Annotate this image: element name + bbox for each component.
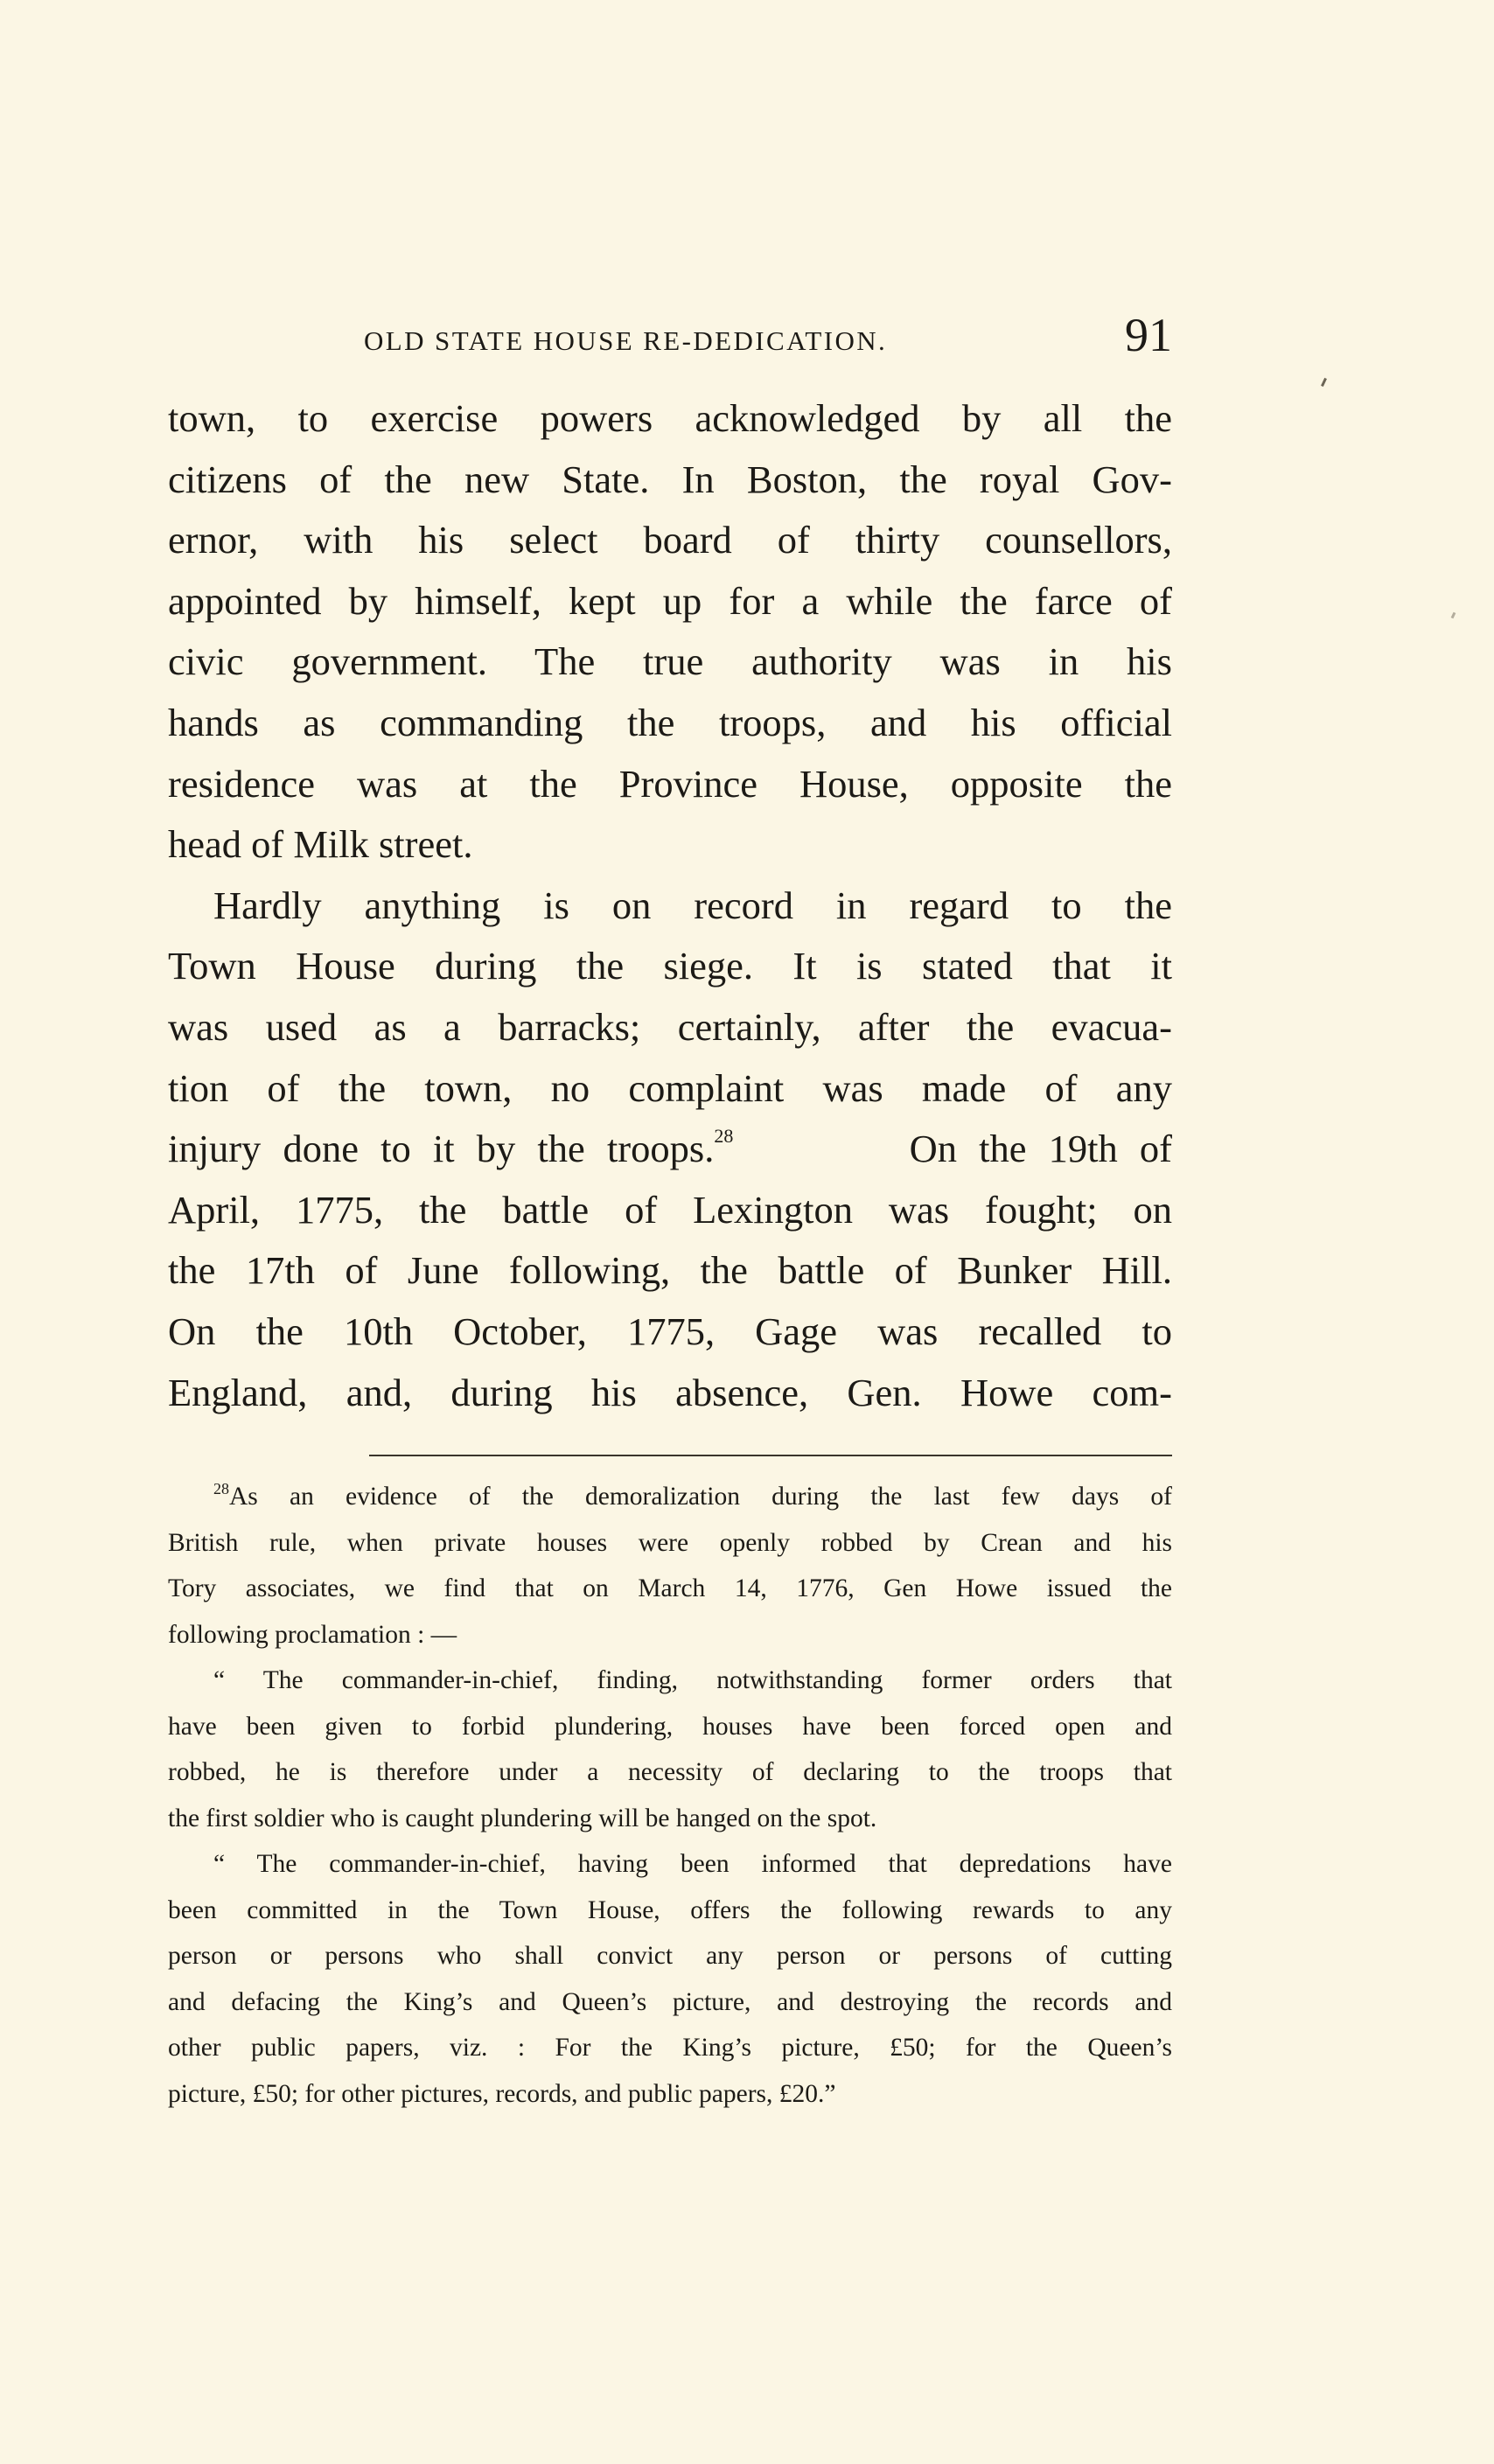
body-line: England, and, during his absence, Gen. Howe com- xyxy=(168,1370,1172,1414)
running-head xyxy=(168,306,1172,376)
paper-speck xyxy=(1451,612,1456,619)
body-line: ernor, with his select board of thirty counsellors, xyxy=(168,518,1172,562)
footnote-line: following proclamation : — xyxy=(168,1620,457,1649)
body-text xyxy=(168,388,1172,1423)
footnote-line: person or persons who shall convict any person or persons of cutting xyxy=(168,1942,1172,1970)
body-line: the 17th of June following, the battle of Bunker Hill. xyxy=(168,1248,1172,1293)
book-page xyxy=(168,306,1172,2108)
body-line: April, 1775, the battle of Lexington was fought; on xyxy=(168,1187,1172,1232)
body-line: Hardly anything is on record in regard to the xyxy=(213,883,1172,927)
footnote-line: “ The commander-in-chief, having been informed that depredations have xyxy=(213,1850,1172,1878)
footnote-marker: 28 xyxy=(213,1480,229,1497)
footnote-line: and defacing the King’s and Queen’s picture, and destroying the records and xyxy=(168,1987,1172,2016)
footnote-line: “ The commander-in-chief, finding, notwithstanding former orders that xyxy=(213,1666,1172,1694)
body-line: hands as commanding the troops, and his official xyxy=(168,700,1172,744)
paper-speck xyxy=(1321,378,1327,387)
body-line: Town House during the siege. It is stated that it xyxy=(168,944,1172,988)
body-line: tion of the town, no complaint was made of any xyxy=(168,1065,1172,1110)
footnote-line: been committed in the Town House, offers the following rewards to any xyxy=(168,1895,1172,1924)
body-line-text: On the 19th of xyxy=(909,1127,1172,1171)
footnote-line-text: As an evidence of the demoralization during the last few days of xyxy=(229,1483,1172,1511)
body-line-with-footnote-ref xyxy=(168,1119,1172,1180)
body-line: town, to exercise powers acknowledged by all the xyxy=(168,396,1172,440)
footnote-line: British rule, when private houses were openly robbed by Crean and his xyxy=(168,1528,1172,1557)
body-line: appointed by himself, kept up for a while the farce of xyxy=(168,578,1172,623)
footnote-line: other public papers, viz. : For the King’s picture, £50; for the Queen’s xyxy=(168,2034,1172,2062)
footnote-reference[interactable]: 28 xyxy=(714,1125,734,1148)
body-line: was used as a barracks; certainly, after the evacua- xyxy=(168,1004,1172,1049)
body-line: residence was at the Province House, opposite the xyxy=(168,761,1172,806)
footnote-line xyxy=(168,1474,1172,1520)
body-line: head of Milk street. xyxy=(168,822,473,867)
footnote-line: have been given to forbid plundering, houses have been forced open and xyxy=(168,1712,1172,1741)
body-line: citizens of the new State. In Boston, the royal Gov- xyxy=(168,457,1172,501)
footnote-line: robbed, he is therefore under a necessity of declaring to the troops that xyxy=(168,1758,1172,1786)
body-line-text: injury done to it by the troops. xyxy=(168,1127,715,1171)
footnote-line: Tory associates, we find that on March 14, 1776, Gen Howe issued the xyxy=(168,1574,1172,1602)
footnote-line: picture, £50; for other pictures, records, and public papers, £20.” xyxy=(168,2079,836,2108)
page-number: 91 xyxy=(1125,309,1172,361)
body-line: civic government. The true authority was in his xyxy=(168,639,1172,684)
body-line: On the 10th October, 1775, Gage was recalled to xyxy=(168,1309,1172,1353)
footnote-line: the first soldier who is caught plundering will be hanged on the spot. xyxy=(168,1804,877,1832)
running-title: OLD STATE HOUSE RE-DEDICATION. xyxy=(364,325,888,356)
footnotes xyxy=(168,1474,1172,2117)
footnote-rule xyxy=(369,1455,1172,1456)
